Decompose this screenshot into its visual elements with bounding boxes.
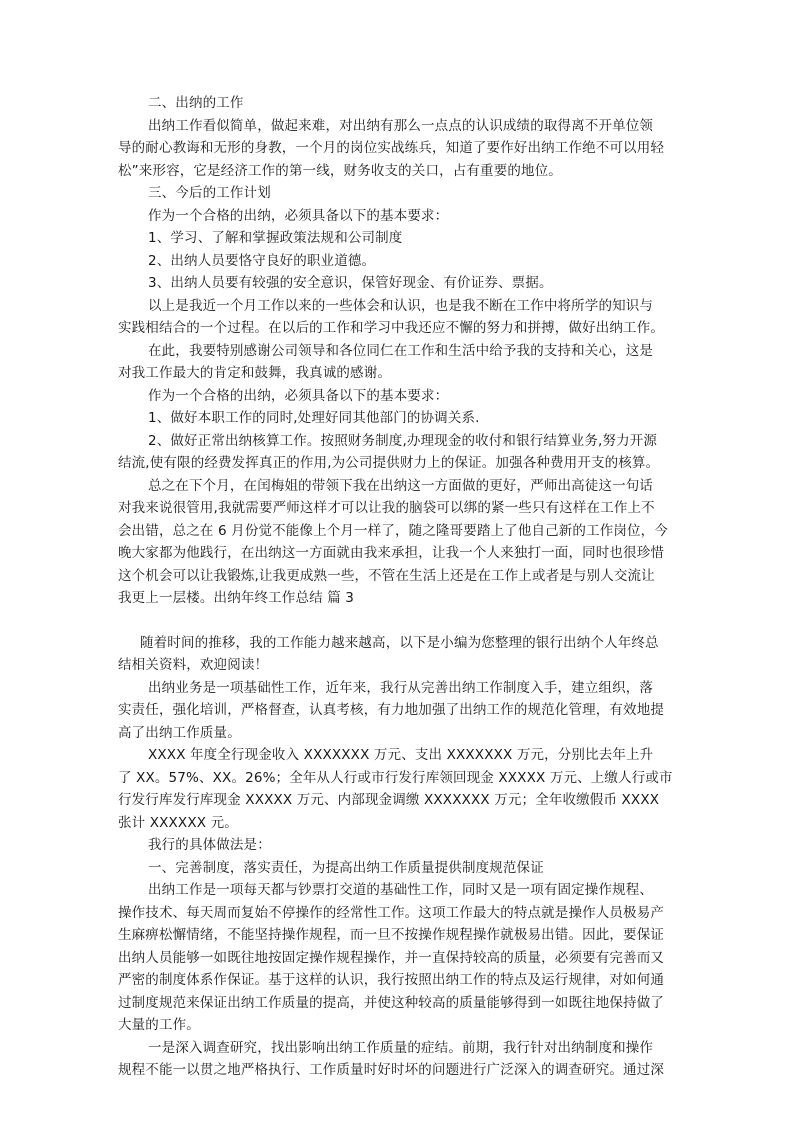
paragraph-line: 过制度规范来保证出纳工作质量的提高，并使这种较高的质量能够得到一如既往地保持做了 xyxy=(118,994,664,1011)
paragraph-line: 实责任，强化培训，严格督查，认真考核，有力地加强了出纳工作的规范化管理，有效地提 xyxy=(118,702,664,718)
paragraph-line: 导的耐心教诲和无形的身教，一个月的岗位实战练兵，知道了要作好出纳工作绝不可以用轻 xyxy=(118,140,664,156)
requirement-item: 1、做好本职工作的同时,处理好同其他部门的协调关系. xyxy=(148,410,480,426)
document-page xyxy=(118,92,678,1082)
requirement-item: 1、学习、了解和掌握政策法规和公司制度 xyxy=(148,230,403,246)
requirement-item: 2、做好正常出纳核算工作。按照财务制度,办理现金的收付和银行结算业务,努力开源 xyxy=(148,432,658,449)
paragraph-line: 高了出纳工作质量。 xyxy=(118,724,241,741)
paragraph-line: 实践相结合的一个过程。在以后的工作和学习中我还应不懈的努力和拼搏，做好出纳工作。 xyxy=(118,320,664,336)
paragraph-line: 结流,使有限的经费发挥真正的作用,为公司提供财力上的保证。加强各种费用开支的核算。 xyxy=(118,455,660,471)
paragraph-line: 出纳工作看似简单，做起来难，对出纳有那么一点点的认识成绩的取得离不开单位领 xyxy=(148,117,654,134)
paragraph-line: 出纳人员能够一如既往地按固定操作规程操作，并一直保持较高的质量，必须要有完善而又 xyxy=(118,949,664,966)
paragraph-line: 以上是我近一个月工作以来的一些体会和认识，也是我不断在工作中将所学的知识与 xyxy=(148,297,654,314)
article-intro-line: 结相关资料，欢迎阅读！ xyxy=(118,657,269,673)
paragraph-line: 出纳工作是一项每天都与钞票打交道的基础性工作，同时又是一项有固定操作规程、 xyxy=(148,882,654,898)
paragraph-line: 大量的工作。 xyxy=(118,1017,200,1033)
section-a xyxy=(118,92,678,610)
paragraph-line: 严密的制度体系作保证。基于这样的认识，我行按照出纳工作的特点及运行规律，对如何通 xyxy=(118,972,664,988)
paragraph-line: 生麻痹松懈情绪，不能坚持操作规程，而一旦不按操作规程操作就极易出错。因此，要保证 xyxy=(118,927,664,943)
paragraph-line: 出纳业务是一项基础性工作，近年来，我行从完善出纳工作制度入手，建立组织，落 xyxy=(148,679,654,696)
paragraph-line: 一是深入调查研究，找出影响出纳工作质量的症结。前期，我行针对出纳制度和操作 xyxy=(148,1039,654,1056)
paragraph-line: 操作技术、每天周而复始不停操作的经常性工作。这项工作最大的特点就是操作人员极易产 xyxy=(118,904,664,921)
paragraph-line: 对我来说很管用,我就需要严师这样才可以让我的脑袋可以绑的紧一些只有这样在工作上不 xyxy=(118,500,655,516)
paragraph-line: 松”来形容，它是经济工作的第一线，财务收支的关口，占有重要的地位。 xyxy=(118,162,562,179)
section-b xyxy=(118,632,678,1082)
paragraph-line: 会出错，总之在 6 月份觉不能像上个月一样了，随之隆哥要踏上了他自己新的工作岗位，今 xyxy=(118,522,668,539)
paragraph-line: 规程不能一以贯之地严格执行、工作质量时好时坏的问题进行广泛深入的调查研究。通过深 xyxy=(118,1062,664,1078)
paragraph-line: XXXX 年度全行现金收入 XXXXXXX 万元、支出 XXXXXXX 万元，分别比去年上升 xyxy=(148,747,654,763)
heading-cashier-work: 二、出纳的工作 xyxy=(148,95,244,111)
paragraph-line: 这个机会可以让我锻炼,让我更成熟一些，不管在生活上还是在工作上或者是与别人交流让 xyxy=(118,567,655,584)
section-spacer xyxy=(118,610,678,632)
method-intro: 我行的具体做法是： xyxy=(148,837,271,853)
paragraph-line: 张计 XXXXXX 元。 xyxy=(118,814,238,831)
requirements-intro: 作为一个合格的出纳，必须具备以下的基本要求： xyxy=(148,387,449,404)
paragraph-line: 我更上一层楼。出纳年终工作总结 篇 3 xyxy=(118,590,355,606)
paragraph-line: 对我工作最大的肯定和鼓舞，我真诚的感谢。 xyxy=(118,365,391,381)
requirement-item: 2、出纳人员要恪守良好的职业道德。 xyxy=(148,252,376,269)
article-intro-line: 随着时间的推移，我的工作能力越来越高，以下是小编为您整理的银行出纳个人年终总 xyxy=(140,634,659,651)
paragraph-line: 总之在下个月，在闰梅姐的带领下我在出纳这一方面做的更好，严师出高徒这一句话 xyxy=(148,477,654,494)
paragraph-line: 行发行库发行库现金 XXXXX 万元、内部现金调缴 XXXXXXX 万元；全年收缴假币 XXXX xyxy=(118,792,660,808)
requirement-item: 3、出纳人员要有较强的安全意识，保管好现金、有价证券、票据。 xyxy=(148,275,553,291)
requirements-intro: 作为一个合格的出纳，必须具备以下的基本要求： xyxy=(148,207,449,224)
paragraph-line: 晚大家都为他践行，在出纳这一方面就由我来承担，让我一个人来独打一面，同时也很珍惜 xyxy=(118,545,664,561)
point-heading: 一、完善制度，落实责任，为提高出纳工作质量提供制度规范保证 xyxy=(148,859,544,876)
heading-future-plan: 三、今后的工作计划 xyxy=(148,185,271,201)
paragraph-line: 在此，我要特别感谢公司领导和各位同仁在工作和生活中给予我的支持和关心，这是 xyxy=(148,342,654,359)
paragraph-line: 了 XX。57%、XX。26%；全年从人行或市行发行库领回现金 XXXXX 万元、上缴人行或市 xyxy=(118,769,673,786)
